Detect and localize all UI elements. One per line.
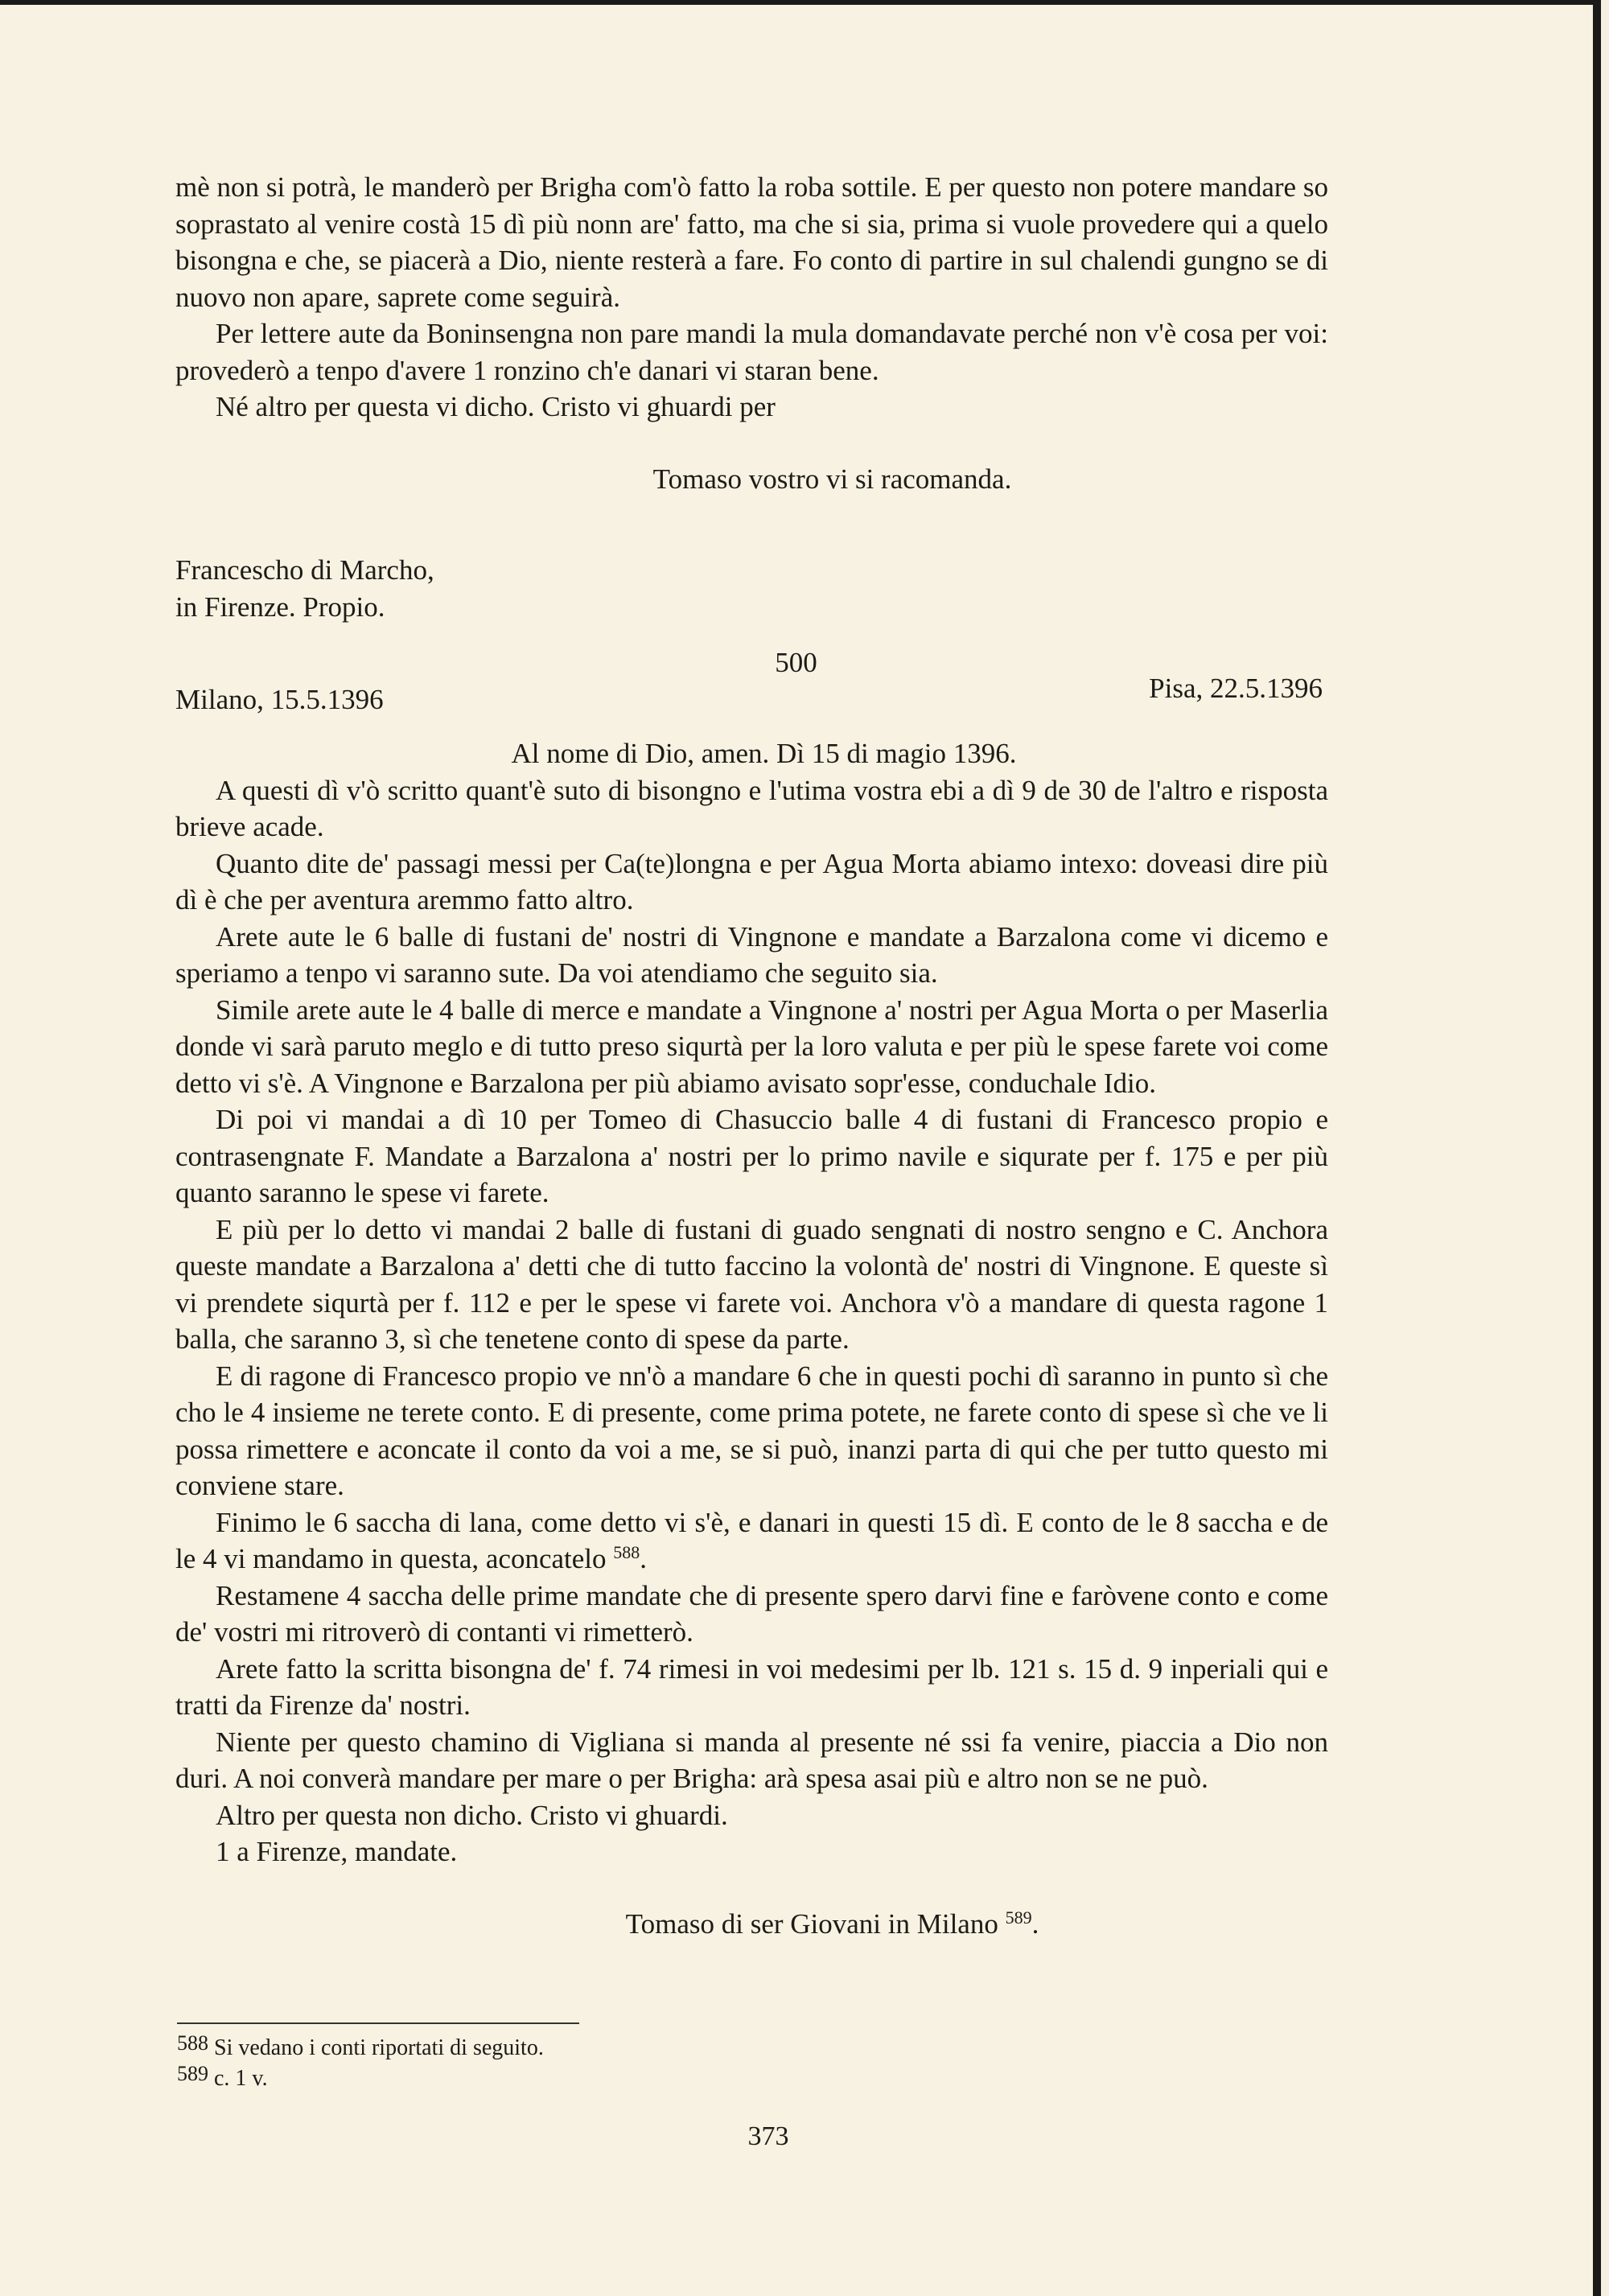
page-number: 373 [747, 2121, 789, 2151]
footnote-number: 588 [177, 2031, 208, 2055]
address-line-1: Francescho di Marcho, [175, 554, 434, 586]
footnotes [177, 2033, 544, 2094]
paragraph-intro: mè non si potrà, le manderò per Brigha com'ò fatto la roba sottile. E per questo non potere mandare so soprastato al venire costà 15 dì più nonn are' fatto, ma che si sia, prima si vuole provedere qui a quelo bisongna e che, se piacerà a Dio, niente resterà a fare. Fo conto di partire in sul chalendi gungno se di nuovo non apare, saprete come seguirà. [175, 171, 1328, 313]
paragraph-3: Arete aute le 6 balle di fustani de' nostri di Vingnone e mandate a Barzalona come vi dicemo e speriamo a tenpo vi saranno sute. Da voi atendiamo che seguito sia. [175, 920, 1328, 989]
paragraph-6: E più per lo detto vi mandai 2 balle di fustani di guado sengnati di nostro sengno e C. Anchora queste mandate a Barzalona a' detti che di tutto faccino la volontà de' nostri di Vingnone. E queste sì vi prendete siqurtà per f. 112 e per le spese vi farete voi. Anchora v'ò a mandare di questa ragone 1 balla, che saranno 3, sì che tenetene conto di spese da parte. [175, 1213, 1328, 1355]
footnote-rule [177, 2022, 579, 2024]
footnote-589 [177, 2064, 544, 2094]
paragraph-7: E di ragone di Francesco propio ve nn'ò a mandare 6 che in questi pochi dì saranno in punto sì che cho le 4 insieme ne terete conto. E di presente, come prima potete, ne farete conto di spese sì che ve li possa rimettere e aconcate il conto da voi a me, se si può, inanzi parta di qui che per tutto questo mi conviene stare. [175, 1360, 1328, 1501]
date-line [175, 672, 1328, 718]
paragraph-13: 1 a Firenze, mandate. [216, 1836, 458, 1867]
paragraph-12: Altro per questa non dicho. Cristo vi ghuardi. [216, 1799, 728, 1831]
paragraph-5: Di poi vi mandai a dì 10 per Tomeo di Chasuccio balle 4 di fustani di Francesco propio e contrasengnate F. Mandate a Barzalona a' nostri per lo primo navile e siqurate per f. 175 e per più quanto saranno le spese vi farete. [175, 1104, 1328, 1208]
signature-tomaso: Tomaso vostro vi si racomanda. [652, 463, 1012, 495]
footnote-number: 589 [177, 2062, 208, 2085]
paragraph-11: Niente per questo chamino di Vigliana si manda al presente né ssi fa venire, piaccia a Dio non duri. A noi converà mandare per mare o per Brigha: arà spesa asai più e altro non se ne può. [175, 1726, 1328, 1794]
paragraph-9: Restamene 4 saccha delle prime mandate che di presente spero darvi fine e faròvene conto e come de' vostri mi ritroverò di contanti vi rimetterò. [175, 1579, 1328, 1648]
paragraph-4: Simile arete aute le 4 balle di merce e mandate a Vingnone a' nostri per Agua Morta o per Maserlia donde vi sarà paruto meglo e di tutto preso siqurtà per la loro valuta e per più le spese farete voi come detto vi s'è. A Vingnone e Barzalona per più abiamo avisato sopr'esse, conduchale Idio. [175, 994, 1328, 1099]
paragraph-lettere: Per lettere aute da Boninsengna non pare mandi la mula domandavate perché non v'è cosa per voi: provederò a tenpo d'avere 1 ronzino ch'e danari vi staran bene. [175, 318, 1328, 386]
paragraph-1: A questi dì v'ò scritto quant'è suto di bisongno e l'utima vostra ebi a dì 9 de 30 de l'altro e risposta brieve acade. [175, 774, 1328, 842]
footnote-text: c. 1 v. [214, 2066, 268, 2091]
page-top-edge [0, 0, 1601, 5]
main-text [175, 169, 1328, 1942]
footnote-ref-589: 589 [1005, 1907, 1032, 1928]
footnote-ref-588: 588 [613, 1542, 640, 1562]
paragraph-8-text: Finimo le 6 saccha di lana, come detto vi s'è, e danari in questi 15 dì. E conto de le 8 saccha e de le 4 vi mandamo in questa, aconcatelo [175, 1506, 1328, 1574]
signature-final-text: Tomaso di ser Giovani in Milano [625, 1907, 998, 1940]
footnote-text: Si vedano i conti riportati di seguito. [214, 2035, 544, 2060]
date-left: Milano, 15.5.1396 [175, 683, 384, 715]
signature-final [175, 1906, 1328, 1943]
letter-number: 500 [775, 647, 817, 678]
paragraph-2: Quanto dite de' passagi messi per Ca(te)longna e per Agua Morta abiamo intexo: doveasi dire più dì è che per aventura aremmo fatto altro. [175, 847, 1328, 916]
letter-heading: Al nome di Dio, amen. Dì 15 di magio 1396. [511, 738, 1017, 769]
footnote-588 [177, 2033, 544, 2064]
paragraph-10: Arete fatto la scritta bisongna de' f. 74 rimesi in voi medesimi per lb. 121 s. 15 d. 9 inperiali qui e tratti da Firenze da' nostri. [175, 1652, 1328, 1721]
paragraph-8 [175, 1504, 1328, 1578]
paragraph-8-end: . [640, 1543, 648, 1574]
paragraph-ne-altro: Né altro per questa vi dicho. Cristo vi ghuardi per [216, 391, 776, 422]
address-line-2: in Firenze. Propio. [175, 590, 385, 623]
signature-final-end: . [1031, 1907, 1039, 1940]
date-right: Pisa, 22.5.1396 [1149, 672, 1323, 704]
